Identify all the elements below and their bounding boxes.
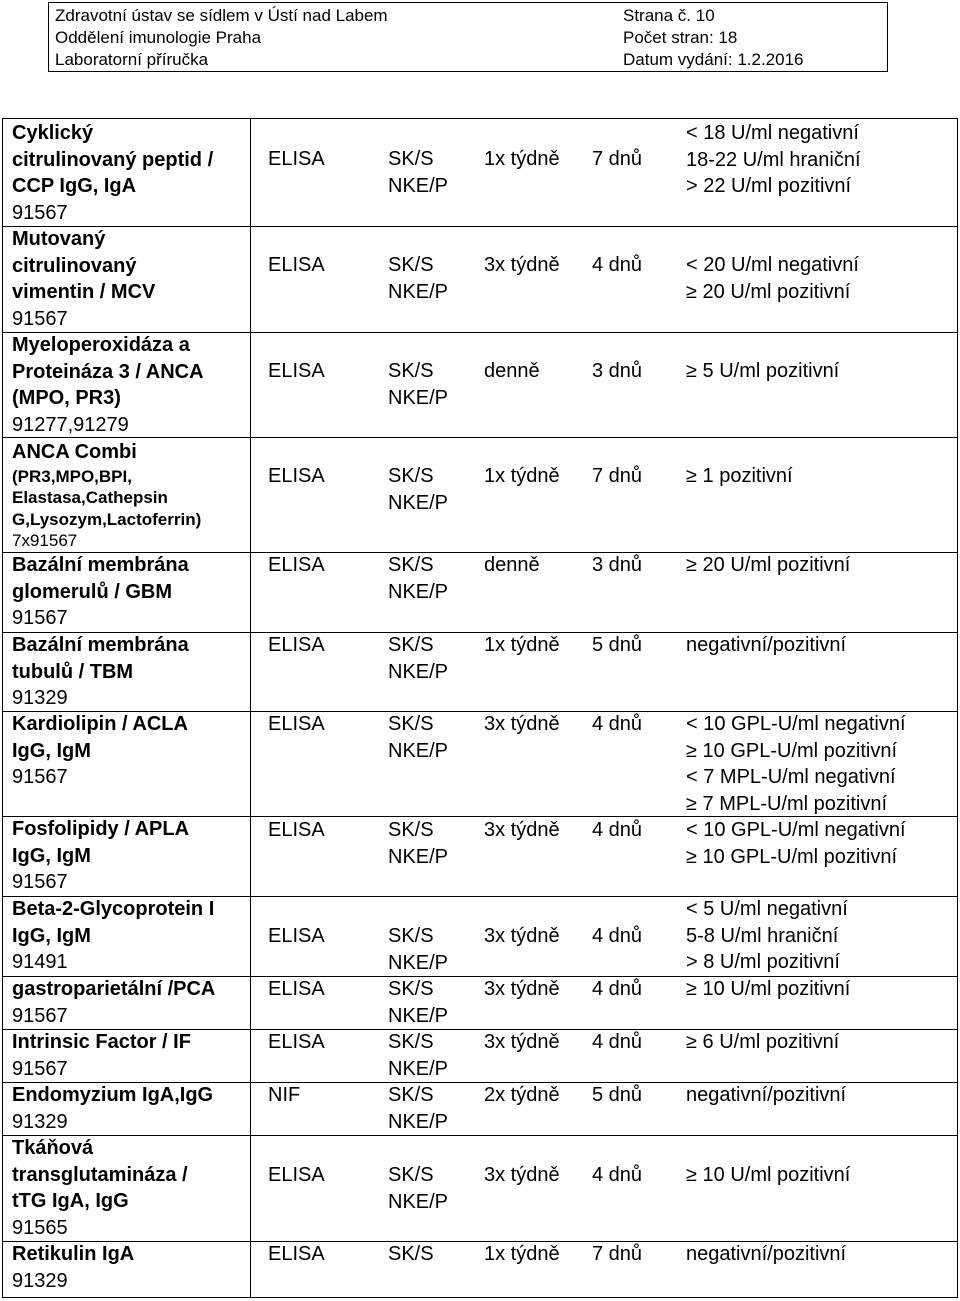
test-frequency: 3x týdně (484, 925, 560, 947)
test-frequency: denně (484, 554, 540, 576)
test-specimen: SK/S (388, 713, 434, 735)
test-reference-range: negativní/pozitivní (686, 1084, 847, 1106)
test-specimen: NKE/P (388, 580, 449, 603)
test-frequency: 1x týdně (484, 148, 560, 170)
test-name: IgG, IgM (12, 844, 91, 867)
test-specimen: SK/S (388, 360, 434, 382)
department-name: Oddělení imunologie Praha (55, 28, 262, 47)
test-specimen: SK/S (388, 554, 434, 576)
page-count: Počet stran: 18 (623, 28, 738, 47)
test-specimen: NKE/P (388, 1190, 449, 1213)
test-method: NIF (268, 1084, 301, 1106)
test-reference-range: negativní/pozitivní (686, 634, 847, 656)
test-specimen: NKE/P (388, 845, 449, 868)
test-code: 91567 (12, 1004, 68, 1027)
test-name-detail: G,Lysozym,Lactoferrin) (12, 509, 202, 529)
test-turnaround: 4 dnů (592, 1164, 643, 1186)
test-frequency: 3x týdně (484, 1031, 560, 1053)
document-header (48, 2, 888, 72)
test-reference-range: ≥ 10 U/ml pozitivní (686, 1164, 851, 1186)
test-specimen: SK/S (388, 465, 434, 487)
test-specimen: NKE/P (388, 739, 449, 762)
test-reference-range: < 10 GPL-U/ml negativní (686, 713, 906, 735)
row-divider (2, 1135, 958, 1136)
test-name: IgG, IgM (12, 924, 91, 947)
test-method: ELISA (268, 713, 325, 735)
test-reference-range: ≥ 20 U/ml pozitivní (686, 554, 851, 576)
test-name-detail: Elastasa,Cathepsin (12, 488, 168, 507)
test-name: Bazální membrána (12, 634, 189, 656)
test-specimen: NKE/P (388, 660, 449, 683)
test-turnaround: 5 dnů (592, 634, 643, 656)
test-frequency: 3x týdně (484, 978, 560, 1000)
test-reference-range: < 5 U/ml negativní (686, 898, 848, 920)
test-name: CCP IgG, IgA (12, 175, 137, 197)
test-method: ELISA (268, 925, 325, 947)
test-name: Myeloperoxidáza a (12, 334, 190, 356)
test-reference-range: 5-8 U/ml hraniční (686, 924, 839, 947)
test-reference-range: ≥ 7 MPL-U/ml pozitivní (686, 792, 888, 815)
test-reference-range: ≥ 10 GPL-U/ml pozitivní (686, 845, 898, 868)
test-method: ELISA (268, 360, 325, 382)
test-specimen: NKE/P (388, 386, 449, 409)
test-code: 91329 (12, 687, 68, 709)
test-frequency: denně (484, 360, 540, 382)
test-reference-range: ≥ 6 U/ml pozitivní (686, 1031, 840, 1053)
test-specimen: NKE/P (388, 1110, 449, 1133)
test-frequency: 3x týdně (484, 1164, 560, 1186)
test-turnaround: 3 dnů (592, 554, 643, 576)
page-number: Strana č. 10 (623, 6, 715, 25)
test-reference-range: > 8 U/ml pozitivní (686, 951, 840, 973)
test-method: ELISA (268, 254, 325, 276)
test-specimen: SK/S (388, 254, 434, 276)
test-turnaround: 4 dnů (592, 819, 643, 841)
test-turnaround: 4 dnů (592, 925, 643, 947)
test-reference-range: ≥ 10 GPL-U/ml pozitivní (686, 739, 898, 762)
test-name: ANCA Combi (12, 441, 137, 463)
test-code: 91277,91279 (12, 413, 129, 436)
test-code: 91567 (12, 201, 68, 224)
test-specimen: NKE/P (388, 491, 449, 514)
test-name: (MPO, PR3) (12, 387, 121, 409)
test-turnaround: 4 dnů (592, 1031, 643, 1053)
test-reference-range: < 7 MPL-U/ml negativní (686, 766, 896, 788)
test-code: 91565 (12, 1216, 68, 1239)
test-method: ELISA (268, 148, 325, 170)
test-specimen: NKE/P (388, 951, 449, 974)
test-name: Mutovaný (12, 228, 106, 250)
test-name: tubulů / TBM (12, 660, 134, 683)
test-frequency: 1x týdně (484, 1243, 560, 1265)
test-name: Fosfolipidy / APLA (12, 818, 190, 840)
test-reference-range: ≥ 5 U/ml pozitivní (686, 360, 840, 382)
test-name: vimentin / MCV (12, 281, 156, 303)
test-name: tTG IgA, IgG (12, 1190, 129, 1212)
test-specimen: SK/S (388, 1031, 434, 1053)
column-divider (250, 118, 251, 1298)
test-method: ELISA (268, 978, 325, 1000)
test-name: gastroparietální /PCA (12, 978, 216, 1000)
test-method: ELISA (268, 1164, 325, 1186)
test-name: Endomyzium IgA,IgG (12, 1084, 214, 1106)
test-reference-range: ≥ 20 U/ml pozitivní (686, 280, 851, 303)
test-frequency: 3x týdně (484, 713, 560, 735)
test-code: 91567 (12, 607, 68, 629)
test-name: IgG, IgM (12, 739, 91, 762)
test-code: 91567 (12, 766, 68, 788)
test-reference-range: negativní/pozitivní (686, 1243, 847, 1265)
test-turnaround: 4 dnů (592, 713, 643, 735)
test-name: Tkáňová (12, 1137, 94, 1159)
test-method: ELISA (268, 1031, 325, 1053)
test-specimen: SK/S (388, 148, 434, 170)
test-specimen: SK/S (388, 634, 434, 656)
test-name: Kardiolipin / ACLA (12, 713, 188, 735)
test-name: citrulinovaný (12, 254, 137, 277)
test-name: Beta-2-Glycoprotein I (12, 898, 215, 920)
test-code: 91567 (12, 307, 68, 330)
test-reference-range: < 20 U/ml negativní (686, 254, 859, 276)
test-turnaround: 4 dnů (592, 978, 643, 1000)
test-code: 7x91567 (12, 531, 78, 550)
test-frequency: 2x týdně (484, 1084, 560, 1106)
test-name: citrulinovaný peptid / (12, 148, 214, 171)
test-reference-range: < 18 U/ml negativní (686, 122, 859, 144)
test-code: 91567 (12, 871, 68, 893)
test-specimen: NKE/P (388, 1057, 449, 1080)
test-specimen: SK/S (388, 925, 434, 947)
row-divider (2, 226, 958, 227)
test-method: ELISA (268, 554, 325, 576)
test-reference-range: > 22 U/ml pozitivní (686, 175, 852, 197)
test-specimen: SK/S (388, 819, 434, 841)
test-code: 91329 (12, 1110, 68, 1133)
test-frequency: 3x týdně (484, 819, 560, 841)
test-code: 91329 (12, 1269, 68, 1292)
row-divider (2, 437, 958, 438)
test-name: Proteináza 3 / ANCA (12, 360, 204, 383)
test-specimen: SK/S (388, 1164, 434, 1186)
test-code: 91491 (12, 951, 68, 973)
test-turnaround: 4 dnů (592, 254, 643, 276)
test-specimen: SK/S (388, 978, 434, 1000)
test-reference-range: 18-22 U/ml hraniční (686, 148, 861, 171)
test-specimen: NKE/P (388, 174, 449, 197)
test-method: ELISA (268, 819, 325, 841)
test-turnaround: 7 dnů (592, 1243, 643, 1265)
test-method: ELISA (268, 1243, 325, 1265)
test-specimen: SK/S (388, 1084, 434, 1106)
test-turnaround: 7 dnů (592, 148, 643, 170)
test-name: Retikulin IgA (12, 1243, 135, 1265)
institution-name: Zdravotní ústav se sídlem v Ústí nad Labem (55, 6, 388, 25)
test-frequency: 1x týdně (484, 634, 560, 656)
test-reference-range: ≥ 10 U/ml pozitivní (686, 978, 851, 1000)
test-turnaround: 3 dnů (592, 360, 643, 382)
test-turnaround: 7 dnů (592, 465, 643, 487)
test-method: ELISA (268, 634, 325, 656)
test-specimen: NKE/P (388, 280, 449, 303)
test-name: transglutamináza / (12, 1163, 188, 1186)
test-code: 91567 (12, 1057, 68, 1080)
test-specimen: SK/S (388, 1243, 434, 1265)
test-frequency: 3x týdně (484, 254, 560, 276)
test-name-detail: (PR3,MPO,BPI, (12, 466, 132, 486)
document-title: Laboratorní příručka (55, 50, 209, 69)
test-turnaround: 5 dnů (592, 1084, 643, 1106)
issue-date: Datum vydání: 1.2.2016 (623, 50, 804, 69)
test-specimen: NKE/P (388, 1004, 449, 1027)
test-name: glomerulů / GBM (12, 580, 172, 603)
test-name: Intrinsic Factor / IF (12, 1031, 191, 1053)
test-name: Cyklický (12, 122, 94, 144)
test-name: Bazální membrána (12, 554, 189, 576)
test-method: ELISA (268, 465, 325, 487)
test-reference-range: < 10 GPL-U/ml negativní (686, 819, 906, 841)
test-reference-range: ≥ 1 pozitivní (686, 465, 793, 487)
test-frequency: 1x týdně (484, 465, 560, 487)
